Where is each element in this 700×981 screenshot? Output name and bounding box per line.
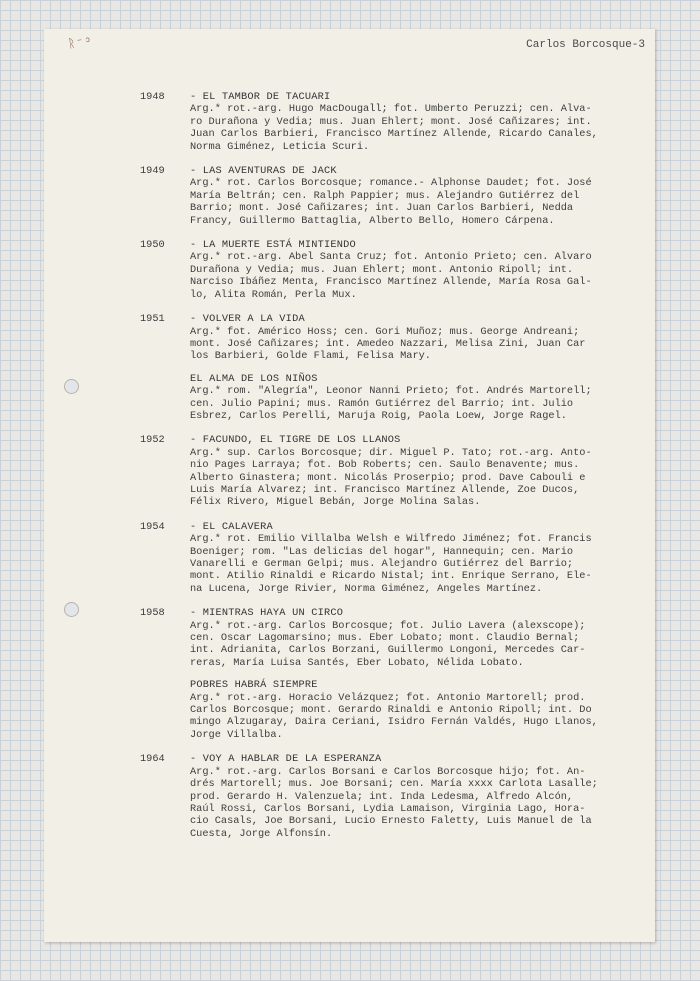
film-title: - MIENTRAS HAYA UN CIRCO: [190, 607, 344, 620]
film-credits-line: Narciso Ibáñez Menta, Francisco Martínez Allende, María Rosa Gal-: [190, 276, 592, 289]
film-entry: [140, 165, 656, 227]
film-credits-line: cen. Julio Papini; mus. Ramón Gutiérrez del Barrio; int. Julio: [190, 397, 574, 410]
film-credits-line: Esbrez, Carlos Perelli, Maruja Roig, Paola Loew, Jorge Ragel.: [190, 409, 567, 422]
film-entry: [140, 91, 656, 153]
film-credits-line: cio Casals, Joe Borsani, Lucio Ernesto Faletty, Luis Manuel de la: [190, 815, 592, 828]
film-credits-line: Jorge Villalba.: [190, 728, 283, 741]
film-credits-line: nio Pages Larraya; fot. Bob Roberts; cen. Saulo Benavente; mus.: [190, 459, 580, 472]
film-year: 1950: [140, 239, 165, 252]
film-year: [140, 679, 190, 741]
film-entry: [140, 373, 656, 423]
film-credits-line: Arg.* rot. Emilio Villalba Welsh e Wilfredo Jiménez; fot. Francis: [190, 533, 592, 546]
film-title: - FACUNDO, EL TIGRE DE LOS LLANOS: [190, 434, 401, 447]
film-credits-line: na Lucena, Jorge Rivier, Norma Giménez, Angeles Martínez.: [190, 582, 543, 595]
film-credits-line: Arg.* rom. "Alegría", Leonor Nanni Prieto; fot. Andrés Martorell;: [190, 385, 592, 398]
film-year: 1948: [140, 91, 165, 103]
film-year: [140, 373, 190, 423]
film-year: 1952: [140, 434, 165, 447]
film-credits-line: ro Durañona y Vedia; mus. Juan Ehlert; mont. José Cañizares; int.: [190, 115, 592, 128]
film-credits-line: los Barbieri, Golde Flami, Felisa Mary.: [190, 350, 431, 363]
film-credits-line: Raúl Rossi, Carlos Borsani, Lydia Lamaison, Virginia Lago, Hora-: [190, 802, 586, 815]
film-credits-line: Vanarelli e German Gelpi; mus. Alejandro Gutiérrez del Barrio;: [190, 558, 574, 570]
film-credits-line: Luis María Alvarez; int. Francisco Martínez Allende, Zoe Ducos,: [190, 483, 580, 496]
film-entry: [140, 239, 656, 301]
film-year: 1958: [140, 607, 165, 620]
film-title: POBRES HABRÁ SIEMPRE: [190, 679, 318, 692]
film-entry: [140, 313, 656, 363]
film-credits-line: drés Martorell; mus. Joe Borsani; cen. María xxxx Carlota Lasalle;: [190, 778, 598, 791]
film-credits-line: Barrio; mont. José Cañizares; int. Juan Carlos Barbieri, Nedda: [190, 202, 574, 215]
film-credits-line: Boeniger; rom. "Las delicias del hogar", Hannequin; cen. Mario: [190, 545, 574, 558]
film-title: - EL TAMBOR DE TACUARI: [190, 91, 331, 103]
film-credits-line: int. Adrianita, Carlos Borzani, Guillermo Longoni, Mercedes Car-: [190, 644, 586, 657]
typed-page: [44, 29, 655, 942]
film-year: 1954: [140, 520, 165, 533]
film-credits-line: Carlos Borcosque; mont. Gerardo Rinaldi e Antonio Ripoll; int. Do: [190, 704, 592, 717]
film-credits-line: Francy, Guillermo Battaglia, Alberto Bello, Homero Cárpena.: [190, 214, 555, 227]
film-title: EL ALMA DE LOS NIÑOS: [190, 372, 318, 385]
film-credits-line: Arg.* rot.-arg. Hugo MacDougall; fot. Umberto Peruzzi; cen. Alva-: [190, 103, 592, 116]
film-credits-line: Arg.* rot. Carlos Borcosque; romance.- Alphonse Daudet; fot. José: [190, 177, 592, 190]
film-title: - LA MUERTE ESTÁ MINTIENDO: [190, 239, 356, 252]
film-credits-line: María Beltrán; cen. Ralph Pappier; mus. Alejandro Gutiérrez del: [190, 189, 580, 202]
film-credits-line: Félix Rivero, Miguel Bebán, Jorge Molina Salas.: [190, 496, 481, 509]
film-credits-line: Arg.* rot.-arg. Carlos Borcosque; fot. Julio Lavera (alexscope);: [190, 619, 586, 632]
film-credits-line: Norma Giménez, Leticia Scuri.: [190, 140, 370, 153]
film-year: 1964: [140, 753, 165, 766]
corner-pencil-mark: ᚱ⁻ᵓ: [67, 34, 94, 52]
film-credits-line: Cuesta, Jorge Alfonsín.: [190, 827, 333, 840]
film-credits-line: Arg.* rot.-arg. Carlos Borsani e Carlos Borcosque hijo; fot. An-: [190, 765, 586, 778]
film-credits-line: Arg.* rot.-arg. Abel Santa Cruz; fot. Antonio Prieto; cen. Alvaro: [190, 251, 592, 264]
film-credits-line: Alberto Ginastera; mont. Nicolás Proserpio; prod. Dave Cabouli e: [190, 471, 586, 484]
film-credits-line: mingo Alzugaray, Daira Ceriani, Isidro Fernán Valdés, Hugo Llanos,: [190, 716, 598, 729]
filmography-list: [140, 91, 656, 852]
film-credits-line: Durañona y Vedia; mus. Juan Ehlert; mont. Antonio Ripoll; int.: [190, 263, 574, 276]
film-year: 1951: [140, 313, 165, 326]
film-title: - LAS AVENTURAS DE JACK: [190, 165, 337, 178]
film-credits-line: cen. Oscar Lagomarsino; mus. Eber Lobato; mont. Claudio Bernal;: [190, 632, 580, 645]
film-title: - VOY A HABLAR DE LA ESPERANZA: [190, 753, 382, 766]
film-year: 1949: [140, 165, 165, 178]
film-credits-line: Arg.* rot.-arg. Horacio Velázquez; fot. Antonio Martorell; prod.: [190, 691, 586, 704]
film-credits-line: reras, María Luisa Santés, Eber Lobato, Nélida Lobato.: [190, 656, 524, 669]
film-title: - VOLVER A LA VIDA: [190, 313, 305, 326]
film-credits-line: lo, Alita Román, Perla Mux.: [190, 288, 357, 301]
film-entry: [140, 521, 656, 595]
film-credits-line: mont. Atilio Rinaldi e Ricardo Nistal; int. Enrique Serrano, Ele-: [190, 570, 592, 583]
film-entry: [140, 607, 656, 669]
punch-hole: [64, 602, 79, 617]
film-title: - EL CALAVERA: [190, 520, 273, 533]
film-entry: [140, 434, 656, 508]
film-entry: [140, 753, 656, 840]
film-credits-line: Arg.* fot. Américo Hoss; cen. Gori Muñoz; mus. George Andreani;: [190, 325, 580, 338]
film-credits-line: Juan Carlos Barbieri, Francisco Martínez Allende, Ricardo Canales,: [190, 128, 598, 141]
film-credits-line: mont. José Cañizares; int. Amedeo Nazzari, Melisa Zini, Juan Car: [190, 337, 586, 350]
film-credits-line: Arg.* sup. Carlos Borcosque; dir. Miguel P. Tato; rot.-arg. Anto-: [190, 446, 592, 459]
film-credits-line: prod. Gerardo H. Valenzuela; int. Inda Ledesma, Alfredo Alcón,: [190, 790, 574, 803]
punch-hole: [64, 379, 79, 394]
page-header: Carlos Borcosque-3: [526, 39, 645, 51]
film-entry: [140, 679, 656, 741]
